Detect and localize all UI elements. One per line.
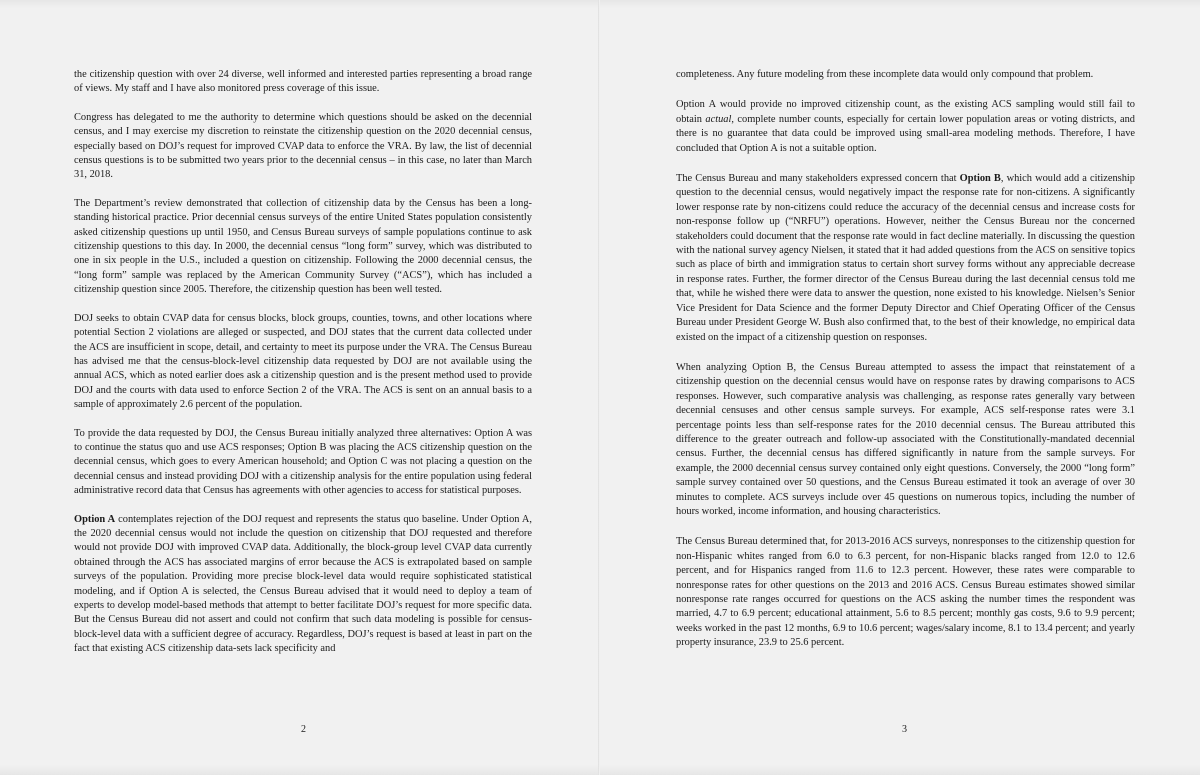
option-b-label: Option B — [959, 173, 1001, 185]
paragraph: When analyzing Option B, the Census Bureau attempted to assess the impact that reinstatement of a citizenship question on the decennial census would have on response rates by drawing comparisons to ACS responses. However, such comparative analysis was challenging, as response rates generally vary between decennial censuses and other census sample surveys. For example, ACS self-response rates were 3.1 percentage points less than self-response rates for the 2010 decennial census. The Bureau attributed this difference to the greater outreach and follow-up associated with the Constitutionally-mandated decennial census. Further, the decennial census has differed significantly in nature from the sample surveys. For example, the 2000 decennial census survey contained only eight questions. Conversely, the 2000 “long form” sample survey contained over 50 questions, and the Census Bureau estimated it took an average of over 30 minutes to complete. ACS surveys include over 45 questions on numerous topics, including the number of hours worked, income information, and housing characteristics. — [676, 361, 1135, 517]
text-run: Option A would provide no improved citizenship count, as the existing ACS sampling would still fail to obtain — [676, 99, 1135, 125]
option-a-paragraph — [74, 513, 532, 657]
page-top-shadow — [600, 0, 1200, 8]
paragraph: DOJ seeks to obtain CVAP data for census blocks, block groups, counties, towns, and other locations where potential Section 2 violations are alleged or suspected, and DOJ states that the current data collected under the ACS are insufficient in scope, detail, and certainty to meet its purpose under the VRA. The Census Bureau has advised me that the census-block-level citizenship data requested by DOJ are not available using the annual ACS, which as noted earlier does ask a citizenship question and is the present method used to provide DOJ and the courts with data used to enforce Section 2 of the VRA. The ACS is sent on an annual basis to a sample of approximately 2.6 percent of the population. — [74, 312, 532, 411]
page-bottom-shadow — [0, 765, 600, 775]
option-a-label: Option A — [74, 513, 116, 525]
page-number: 3 — [902, 724, 907, 735]
paragraph: Congress has delegated to me the authority to determine which questions should be asked on the decennial census, and I may exercise my discretion to reinstate the citizenship question on the 2020 decennial census, especially based on DOJ’s request for improved CVAP data to enforce the VRA. By law, the list of decennial census questions is to be submitted two years prior to the decennial census – in this case, no later than March 31, 2018. — [74, 111, 532, 181]
page-bottom-shadow — [600, 765, 1200, 775]
page-3 — [600, 0, 1200, 775]
paragraph — [676, 98, 1135, 156]
emphasis-text: actual — [705, 113, 732, 125]
paragraph: The Census Bureau determined that, for 2013-2016 ACS surveys, nonresponses to the citizenship question for non-Hispanic whites ranged from 6.0 to 6.3 percent, for non-Hispanic blacks ranged from 12.0 to 12.6 percent, and for Hispanics ranged from 11.6 to 12.3 percent. However, these rates were comparable to nonresponse rates for other questions on the 2013 and 2016 ACS. Census Bureau estimates showed similar nonresponse rate ranges occurred for questions on the ACS asking the number times the respondent was married, 4.7 to 6.9 percent; educational attainment, 5.6 to 8.5 percent; monthly gas costs, 9.6 to 9.9 percent; weeks worked in the past 12 months, 6.9 to 10.6 percent; wages/salary income, 8.1 to 13.4 percent; and yearly property insurance, 23.9 to 25.6 percent. — [676, 536, 1135, 649]
page-top-shadow — [0, 0, 600, 8]
text-run: , which would add a citizenship question to the decennial census, would negatively impact the response rate for non-citizens. A significantly lower response rate by non-citizens could reduce the accuracy of the decennial census and increase costs for non-response follow up (“NRFU”) operations. However, neither the Census Bureau nor the concerned stakeholders could document that the response rate would in fact decline materially. In discussing the question with the national survey agency Nielsen, it stated that it had added questions from the ACS on sensitive topics such as place of birth and immigration status to certain short survey forms without any appreciable decrease in response rates. Further, the former director of the Census Bureau during the last decennial census told me that, while he wished there were data to answer the question, none existed to his knowledge. Nielsen’s Senior Vice President for Data Science and the former Deputy Director and Chief Operating Officer of the Census Bureau under President George W. Bush also confirmed that, to the best of their knowledge, no empirical data existed on the impact of a citizenship question on responses. — [676, 173, 1135, 343]
page-2-body — [74, 68, 532, 671]
option-b-paragraph — [676, 172, 1135, 345]
option-a-text: contemplates rejection of the DOJ request and represents the status quo baseline. Under Option A, the 2020 decennial census would not include the question on citizenship that DOJ requested and therefore would not provide DOJ with improved CVAP data. Additionally, the block-group level CVAP data currently obtained through the ACS has associated margins of error because the ACS is extrapolated based on sample surveys of the population. Providing more precise block-level data would require sophisticated statistical modeling, and if Option A is selected, the Census Bureau advised that it would need to deploy a team of experts to develop model-based methods that attempt to better facilitate DOJ’s request for more specific data. But the Census Bureau did not assert and could not confirm that such data modeling is possible for census-block-level data with a sufficient degree of accuracy. Regardless, DOJ’s request is based at least in part on the fact that existing ACS citizenship data-sets lack specificity and — [74, 513, 533, 655]
paragraph: The Department’s review demonstrated that collection of citizenship data by the Census has been a long-standing historical practice. Prior decennial census surveys of the entire United States population consistently asked citizenship questions up until 1950, and Census Bureau surveys of sample populations continue to ask citizenship questions to this day. In 2000, the decennial census “long form” survey, which was distributed to one in six people in the U.S., included a question on citizenship. Following the 2000 decennial census, the “long form” sample was replaced by the American Community Survey (“ACS”), which has included a citizenship question since 2005. Therefore, the citizenship question has been well tested. — [74, 197, 532, 296]
paragraph: To provide the data requested by DOJ, the Census Bureau initially analyzed three alternatives: Option A was to continue the status quo and use ACS responses; Option B was placing the ACS citizenship question on the decennial census, which goes to every American household; and Option C was not placing a question on the decennial census and instead providing DOJ with a citizenship analysis for the entire population using federal administrative record data that Census has agreements with other agencies to access for statistical purposes. — [74, 427, 532, 497]
page-number: 2 — [301, 724, 306, 735]
text-run: The Census Bureau and many stakeholders expressed concern that — [676, 173, 960, 185]
page-3-body — [676, 68, 1135, 665]
text-run: , complete number counts, especially for certain lower population areas or voting districts, and there is no guarantee that data could be improved using small-area modeling methods. Therefore, I have concluded that Option A is not a suitable option. — [676, 113, 1135, 154]
paragraph: completeness. Any future modeling from these incomplete data would only compound that problem. — [676, 69, 1094, 80]
paragraph: the citizenship question with over 24 diverse, well informed and interested parties representing a broad range of views. My staff and I have also monitored press coverage of this issue. — [74, 69, 532, 95]
